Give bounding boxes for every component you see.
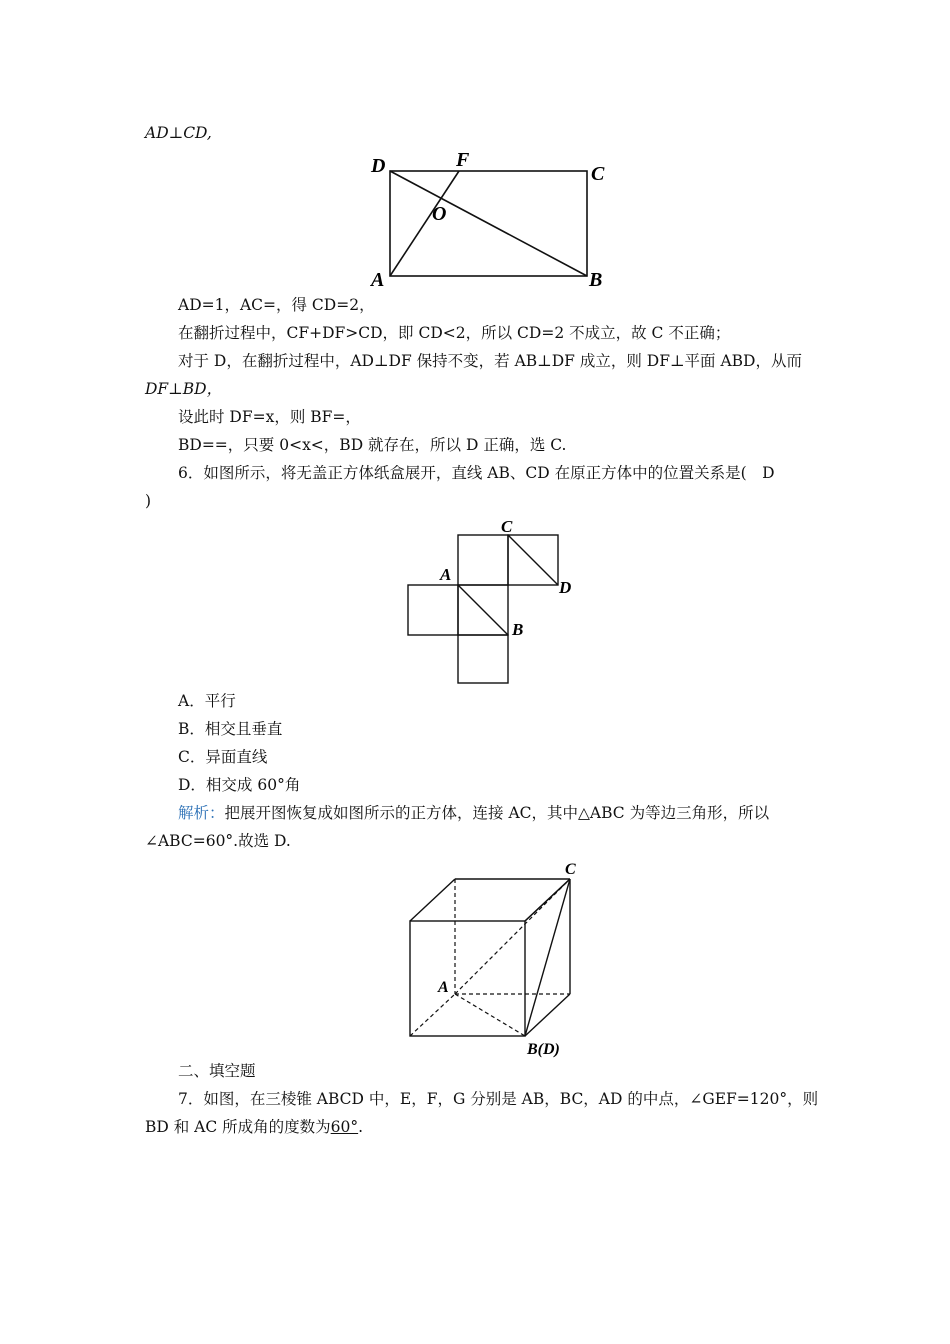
label-B: B — [512, 620, 524, 639]
label-D: D — [371, 155, 386, 177]
figure-cube — [395, 858, 595, 1058]
answer-blank: 60° — [330, 1118, 359, 1136]
analysis-line-2: ∠ABC=60°.故选 D. — [145, 832, 291, 850]
label-B-D: B(D) — [527, 1041, 560, 1058]
line-set-df-x: 设此时 DF=x，则 BF=， — [178, 408, 361, 426]
label-A: A — [371, 269, 385, 291]
line-ad-eq-1: AD=1，AC=，得 CD=2， — [178, 296, 375, 314]
line-folding-c: 在翻折过程中，CF+DF>CD，即 CD<2，所以 CD=2 不成立，故 C 不正确； — [178, 324, 731, 342]
label-F: F — [456, 149, 470, 171]
figure-rectangle — [360, 148, 620, 293]
line-for-d: 对于 D，在翻折过程中，AD⊥DF 保持不变，若 AB⊥DF 成立，则 DF⊥平面 ABD，从而 — [178, 352, 802, 370]
line-df-perp-bd: DF⊥BD， — [145, 380, 223, 398]
analysis-line-1: 解析：把展开图恢复成如图所示的正方体，连接 AC，其中△ABC 为等边三角形，所以 — [178, 804, 770, 822]
option-b: B．相交且垂直 — [178, 720, 283, 738]
question-6-stem: 6．如图所示，将无盖正方体纸盒展开，直线 AB、CD 在原正方体中的位置关系是( D — [178, 464, 775, 482]
line-bd-exists: BD==，只要 0<x<，BD 就存在，所以 D 正确，选 C. — [178, 436, 567, 454]
label-C: C — [591, 163, 605, 185]
line-ad-perp-cd: AD⊥CD, — [145, 124, 212, 142]
label-C: C — [501, 517, 513, 536]
label-C: C — [565, 861, 576, 878]
option-d: D．相交成 60°角 — [178, 776, 301, 794]
option-c: C．异面直线 — [178, 748, 268, 766]
option-a: A．平行 — [178, 692, 236, 710]
analysis-label: 解析： — [178, 804, 225, 822]
section-fill-blank: 二、填空题 — [178, 1062, 256, 1080]
label-A: A — [438, 979, 449, 996]
question-7-answer-line: BD 和 AC 所成角的度数为60°. — [145, 1118, 364, 1136]
label-A: A — [440, 565, 452, 584]
label-O: O — [432, 203, 447, 225]
figure-cube-net — [400, 515, 590, 690]
question-7-stem: 7．如图，在三棱锥 ABCD 中，E，F，G 分别是 AB，BC，AD 的中点，∠GEF=120°，则 — [178, 1090, 819, 1108]
label-D: D — [559, 578, 572, 597]
label-B: B — [589, 269, 603, 291]
question-6-paren: ) — [145, 492, 152, 510]
